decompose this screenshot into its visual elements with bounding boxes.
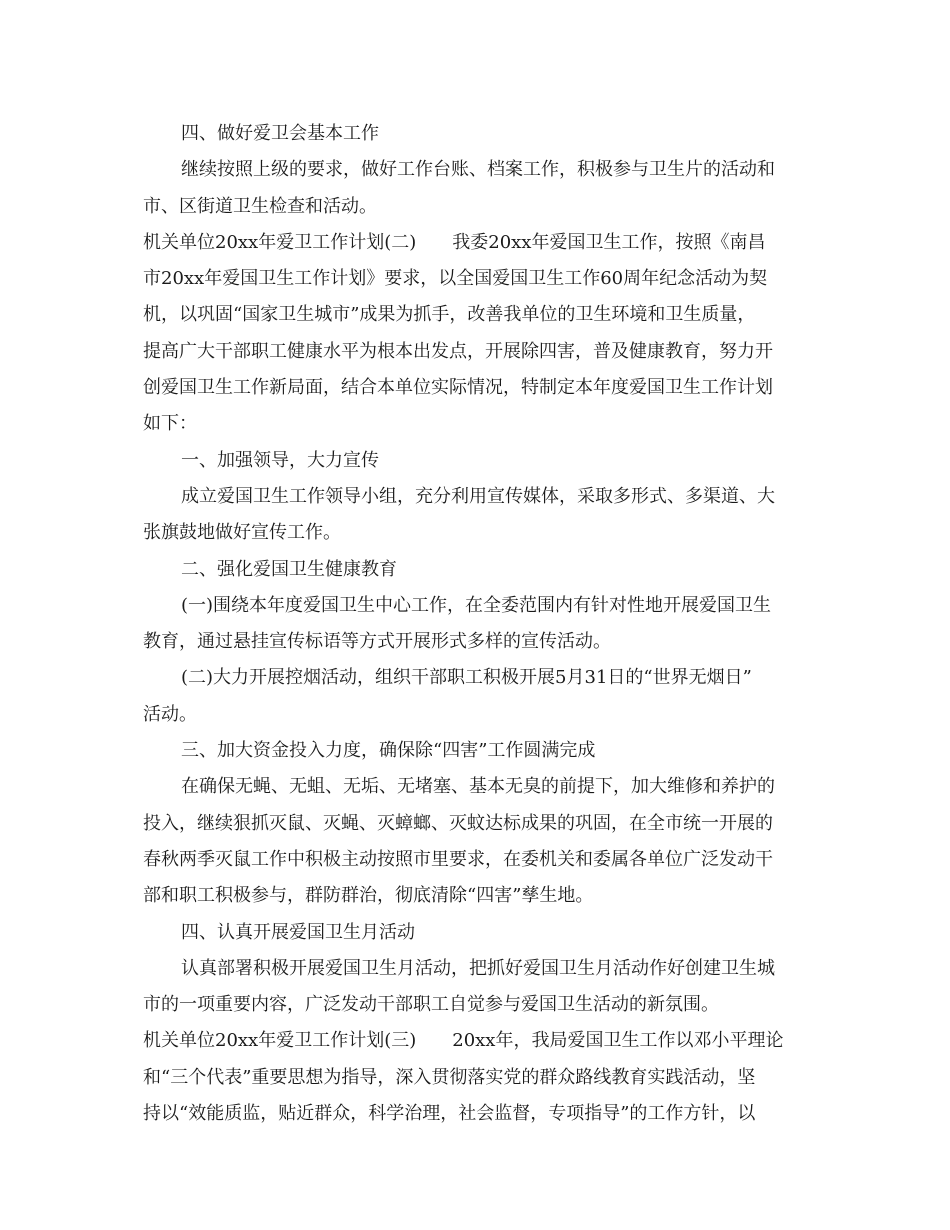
text-line: 张旗鼓地做好宣传工作。: [143, 522, 341, 544]
text-line: 部和职工积极参与，群防群治，彻底清除“四害”孳生地。: [143, 885, 594, 907]
text-line: 四、做好爱卫会基本工作: [181, 123, 379, 144]
text-line: 在确保无蝇、无蛆、无垢、无堵塞、基本无臭的前提下，加大维修和养护的: [181, 776, 775, 798]
text-line: 三、加大资金投入力度，确保除“四害”工作圆满完成: [181, 740, 596, 762]
text-line: 机关单位20xx年爱卫工作计划(三) 20xx年，我局爱国卫生工作以邓小平理论: [143, 1030, 784, 1052]
text-line: 投入，继续狠抓灭鼠、灭蝇、灭蟑螂、灭蚊达标成果的巩固，在全市统一开展的: [143, 812, 773, 834]
text-line: 和“三个代表”重要思想为指导，深入贯彻落实党的群众路线教育实践活动，坚: [143, 1066, 756, 1088]
text-line: 二、强化爱国卫生健康教育: [181, 558, 397, 580]
text-line: 市的一项重要内容，广泛发动干部职工自觉参与爱国卫生活动的新氛围。: [143, 994, 719, 1016]
text-line: (二)大力开展控烟活动，组织干部职工积极开展5月31日的“世界无烟日”: [181, 667, 752, 689]
text-line: (一)围绕本年度爱国卫生中心工作，在全委范围内有针对性地开展爱国卫生: [181, 594, 772, 616]
text-line: 机关单位20xx年爱卫工作计划(二) 我委20xx年爱国卫生工作，按照《南昌: [143, 231, 766, 253]
text-line: 四、认真开展爱国卫生月活动: [181, 921, 415, 943]
text-line: 持以“效能质监，贴近群众，科学治理，社会监督，专项指导”的工作方针，以: [143, 1103, 756, 1125]
document-body: [143, 116, 808, 1132]
text-line: 提高广大干部职工健康水平为根本出发点，开展除四害，普及健康教育，努力开: [143, 340, 773, 362]
text-line: 市20xx年爱国卫生工作计划》要求，以全国爱国卫生工作60周年纪念活动为契: [143, 268, 768, 290]
text-line: 春秋两季灭鼠工作中积极主动按照市里要求，在委机关和委属各单位广泛发动干: [143, 848, 773, 870]
text-line: 成立爱国卫生工作领导小组，充分利用宣传媒体，采取多形式、多渠道、大: [181, 485, 775, 507]
text-line: 活动。: [143, 703, 197, 725]
text-line: 认真部署积极开展爱国卫生月活动，把抓好爱国卫生月活动作好创建卫生城: [181, 957, 775, 979]
text-line: 市、区街道卫生检查和活动。: [143, 195, 377, 217]
text-line: 一、加强领导，大力宣传: [181, 449, 379, 471]
text-line: 机，以巩固“国家卫生城市”成果为抓手，改善我单位的卫生环境和卫生质量，: [143, 304, 756, 326]
text-line: 如下：: [143, 413, 197, 435]
text-line: 继续按照上级的要求，做好工作台账、档案工作，积极参与卫生片的活动和: [181, 159, 775, 181]
text-line: 创爱国卫生工作新局面，结合本单位实际情况，特制定本年度爱国卫生工作计划: [143, 377, 773, 399]
text-line: 教育，通过悬挂宣传标语等方式开展形式多样的宣传活动。: [143, 631, 611, 653]
